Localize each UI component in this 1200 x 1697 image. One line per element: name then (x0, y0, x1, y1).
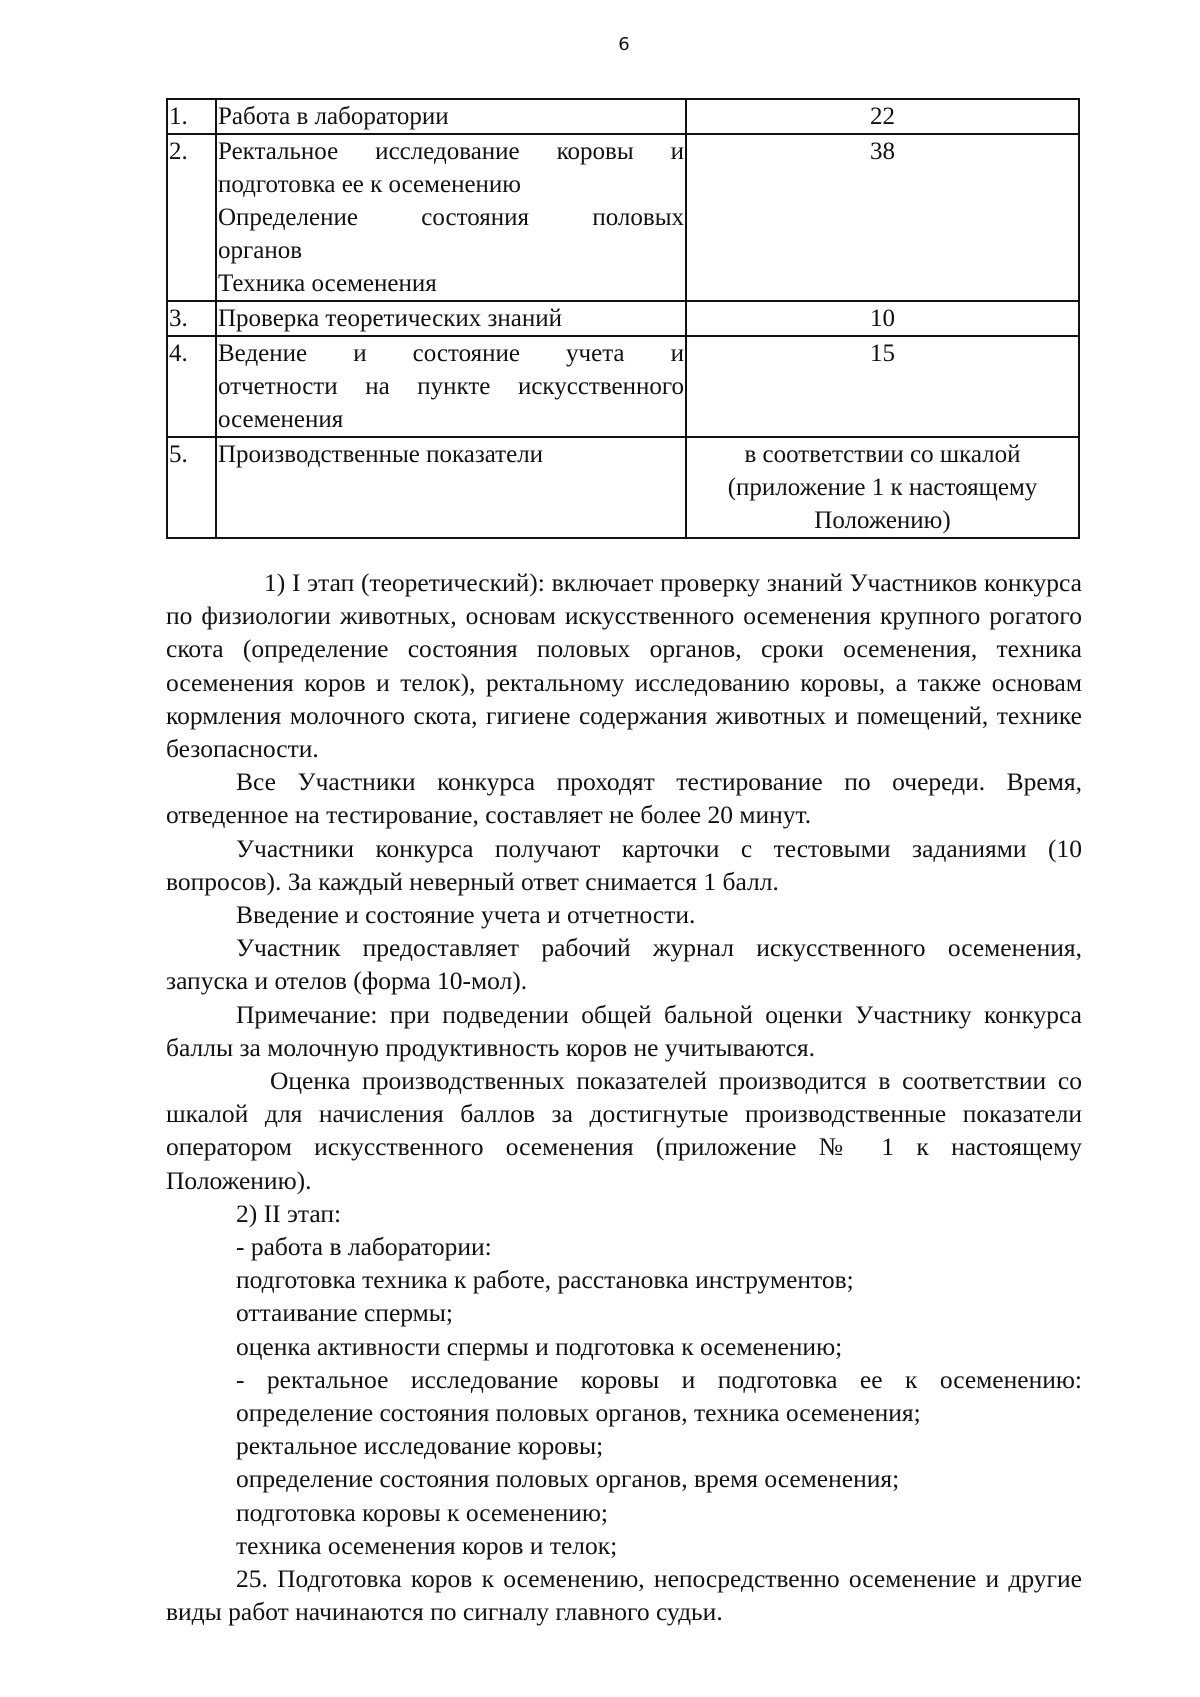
points-cell (686, 134, 1079, 301)
records-heading: Введение и состояние учета и отчетности. (236, 900, 696, 930)
list-item: оттаивание спермы; (236, 1298, 453, 1328)
table-row (167, 301, 1079, 336)
table-row (167, 134, 1079, 301)
criterion-line: Работа в лаборатории (218, 103, 449, 130)
points-cell (686, 99, 1079, 134)
rectal-exam-item: - ректальное исследование коровы и подготовка ее к осеменению: определение состояния половых органов, техника осеменения; (236, 1364, 1082, 1428)
table-row (167, 437, 1079, 538)
list-item: определение состояния половых органов, время осеменения; (236, 1464, 900, 1494)
page-number: 6 (618, 34, 630, 55)
note-paragraph: Примечание: при подведении общей бальной оценки Участнику конкурса баллы за молочную продуктивность коров не учитываются. (166, 999, 1082, 1062)
criterion-line: Проверка теоретических знаний (218, 305, 562, 332)
points-cell (686, 437, 1079, 538)
testing-paragraph: Все Участники конкурса проходят тестирование по очереди. Время, отведенное на тестирование, составляет не более 20 минут. (166, 767, 1082, 830)
points-line: Положению) (814, 507, 951, 534)
criterion-cell (216, 437, 686, 538)
table-row (167, 336, 1079, 437)
journal-paragraph: Участник предоставляет рабочий журнал искусственного осеменения, запуска и отелов (форма 10-мол). (166, 933, 1082, 996)
list-item: оценка активности спермы и подготовка к осеменению; (236, 1331, 843, 1361)
list-item: подготовка коровы к осеменению; (236, 1497, 609, 1527)
row-number: 2. (167, 134, 216, 301)
assessment-paragraph: Оценка производственных показателей производится в соответствии со шкалой для начисления баллов за достигнутые производственные показатели оператором искусственного осеменения (приложение № 1 к настоящему Положению). (166, 1066, 1082, 1195)
lab-work-item: - работа в лаборатории: (236, 1232, 492, 1262)
criterion-line: осеменения (218, 406, 344, 433)
criterion-line: Ведение и состояние учета и (218, 340, 684, 367)
criterion-line: Техника осеменения (218, 270, 437, 297)
cards-paragraph: Участники конкурса получают карточки с тестовыми заданиями (10 вопросов). За каждый неверный ответ снимается 1 балл. (166, 833, 1082, 896)
criterion-line: Ректальное исследование коровы и (218, 138, 684, 165)
scoring-table (166, 98, 1080, 539)
criterion-line: отчетности на пункте искусственного (218, 373, 684, 400)
list-item: подготовка техника к работе, расстановка инструментов; (236, 1265, 854, 1295)
criterion-line: органов (218, 237, 303, 264)
row-number: 3. (167, 301, 216, 336)
points-line: в соответствии со шкалой (744, 441, 1021, 468)
criterion-line: Определение состояния половых (218, 204, 684, 231)
item-25-paragraph: 25. Подготовка коров к осеменению, непосредственно осеменение и другие виды работ начинаются по сигналу главного судьи. (166, 1564, 1082, 1627)
criterion-cell (216, 301, 686, 336)
criterion-line: подготовка ее к осеменению (218, 171, 521, 198)
body-text (166, 566, 1082, 1629)
list-item: ректальное исследование коровы; (236, 1431, 604, 1461)
row-number: 1. (167, 99, 216, 134)
points-cell (686, 301, 1079, 336)
criterion-cell (216, 336, 686, 437)
table-row (167, 99, 1079, 134)
list-item: техника осеменения коров и телок; (236, 1530, 618, 1560)
stage-2-heading: 2) II этап: (236, 1198, 342, 1228)
points-line: (приложение 1 к настоящему (727, 474, 1038, 501)
row-number: 4. (167, 336, 216, 437)
criterion-line: Производственные показатели (218, 441, 544, 468)
points-line: 38 (870, 138, 895, 165)
criterion-cell (216, 134, 686, 301)
criterion-cell (216, 99, 686, 134)
points-line: 15 (870, 340, 895, 367)
points-line: 22 (870, 103, 895, 130)
row-number: 5. (167, 437, 216, 538)
points-cell (686, 336, 1079, 437)
points-line: 10 (870, 305, 895, 332)
stage-1-paragraph: 1) I этап (теоретический): включает проверку знаний Участников конкурса по физиологии животных, основам искусственного осеменения крупного рогатого скота (определение состояния половых органов, сроки осеменения, техника осеменения коров и телок), ректальному исследованию коровы, а также основам кормления молочного скота, гигиене содержания животных и помещений, технике безопасности. (166, 568, 1082, 764)
